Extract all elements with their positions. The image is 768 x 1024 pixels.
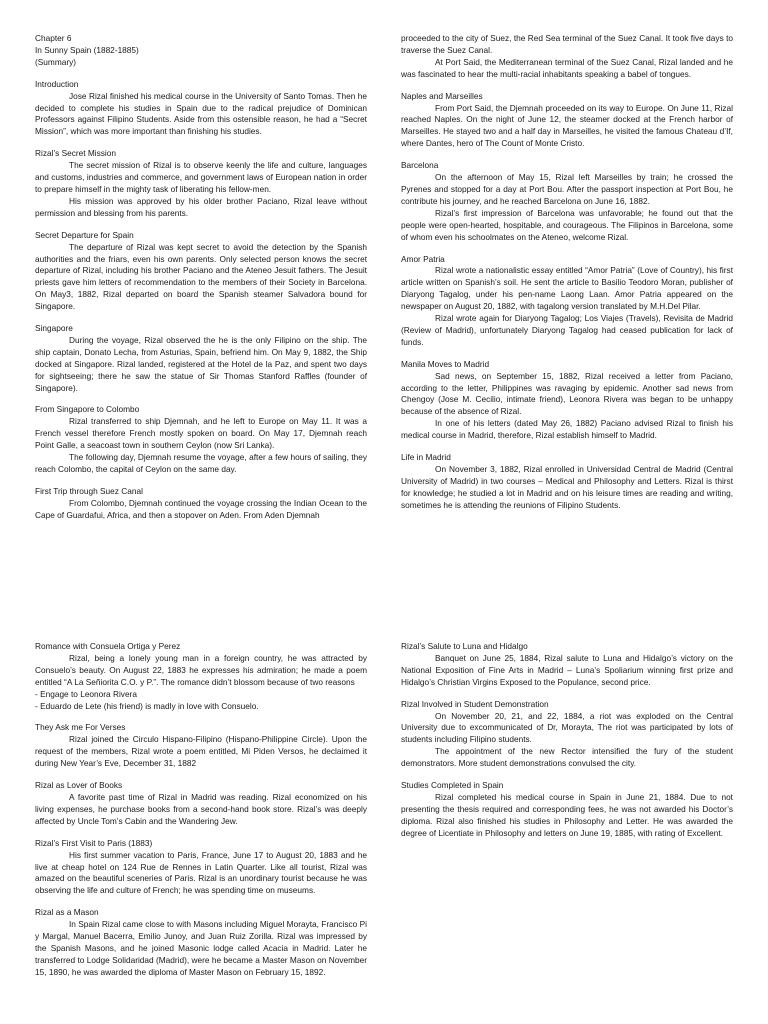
- paragraph: Banquet on June 25, 1884, Rizal salute to Luna and Hidalgo’s victory on the National Exposition of Fine Arts in Madrid – Luna’s Spoliarium winning first prize and Hidalgo’s Christian Virgins Exposed to the Populance, second price.: [401, 652, 733, 687]
- section: [401, 91, 733, 151]
- section-heading: Rizal as Lover of Books: [35, 780, 123, 791]
- paragraph: On November 20, 21, and 22, 1884, a riot was exploded on the Central University due to excommunicated of Dr, Morayta, The riot was participated by lots of students including Filipino students.: [401, 710, 733, 745]
- section-heading: Life in Madrid: [401, 452, 451, 463]
- paragraph: The appointment of the new Rector intensified the fury of the student demonstrators. More student demonstrations convulsed the city.: [401, 746, 733, 769]
- paragraph: In Spain Rizal came close to with Masons including Miguel Morayta, Francisco Pi y Margal, Manuel Bacerra, Emilio Junoy, and Juan Ruiz Zorilla. Rizal was impressed by the Spanish Masons, and he joined Masonic lodge called Acacia in Madrid. Later he transferred to Lodge Solidaridad (Madrid), were he became a Master Mason on November 15, 1890, he was awarded the diploma of Master Mason on February 15, 1892.: [35, 919, 367, 977]
- title-line: In Sunny Spain (1882-1885): [35, 44, 139, 55]
- paragraph: Rizal’s first impression of Barcelona was unfavorable; he found out that the people were open-hearted, hospitable, and courageous. The Filipinos in Barcelona, some of whom even his schoolmates on the Ateneo, welcome Rizal.: [401, 207, 733, 242]
- list-item: - Engage to Leonora Rivera: [35, 688, 137, 699]
- paragraph: Sad news, on September 15, 1882, Rizal received a letter from Paciano, according to the letter, Philippines was ravaging by epidemic. Another sad news from Chengoy (Jose M. Cecilio, intimate friend), Leonora Rivera was began to be unhappy because of the absence of Rizal.: [401, 370, 733, 417]
- page-1-left-column: [35, 33, 367, 532]
- paragraph: From Colombo, Djemnah continued the voyage crossing the Indian Ocean to the Cape of Guardafui, Africa, and then a stopover on Aden. From Aden Djemnah: [35, 497, 367, 520]
- page-2: [0, 632, 768, 1024]
- section: [35, 722, 367, 770]
- section: [401, 254, 733, 349]
- section-heading: Barcelona: [401, 160, 439, 171]
- section-heading: Rizal’s Salute to Luna and Hidalgo: [401, 641, 528, 651]
- title-line: (Summary): [35, 56, 77, 67]
- page-1-right-column: [401, 33, 733, 522]
- section: [35, 79, 367, 139]
- paragraph: The following day, Djemnah resume the voyage, after a few hours of sailing, they reach Colombo, the capital of Ceylon on the same day.: [35, 452, 367, 474]
- page-2-left-column: [35, 641, 367, 989]
- section: [35, 907, 367, 978]
- paragraph: Rizal joined the Circulo Hispano-Filipino (Hispano-Philippine Circle). Upon the request of the members, Rizal wrote a poem entitled, Mi Piden Versos, he declaimed it during New Year’s Eve, December 31, 1882: [35, 734, 367, 769]
- section: [401, 160, 733, 243]
- section-heading: Secret Departure for Spain: [35, 229, 134, 240]
- paragraph: Rizal, being a lonely young man in a foreign country, he was attracted by Consuelo’s beauty. On August 22, 1883 he expresses his admiration; he made a poem entitled “A La Señiorita C.O. y P.”. The romance didn’t blossom because of two reasons: [35, 652, 367, 687]
- section-heading: From Singapore to Colombo: [35, 404, 140, 415]
- paragraph: From Port Said, the Djemnah proceeded on its way to Europe. On June 11, Rizal reached Naples. On the night of June 12, the steamer docked at the French harbor of Marseilles. He stayed two and a half day in Marseilles, he visited the famous Chateau d’If, where Dantes, hero of The Count of Monte Cristo.: [401, 102, 733, 149]
- section: [401, 641, 733, 689]
- section-heading: Studies Completed in Spain: [401, 780, 504, 791]
- section: [35, 780, 367, 828]
- section: [401, 359, 733, 442]
- paragraph: A favorite past time of Rizal in Madrid was reading. Rizal economized on his living expenses, he purchase books from a second-hand book store. Rizal’s was deeply affected by Uncle Tom’s Cabin and the Wandering Jew.: [35, 791, 367, 826]
- title-line: Chapter 6: [35, 33, 72, 43]
- section: [401, 780, 733, 840]
- page-2-right-column: [401, 641, 733, 850]
- section-heading: Rizal’s First Visit to Paris (1883): [35, 837, 153, 848]
- paragraph: Rizal transferred to ship Djemnah, and he left to Europe on May 11. It was a French vessel therefore French mostly spoken on board. On May 17, Djemnah reach Point Galle, a seacoast town in southern Ceylon (now Sri Lanka).: [35, 416, 367, 451]
- section: [35, 33, 367, 69]
- section: [35, 486, 367, 522]
- section: [35, 323, 367, 394]
- paragraph: At Port Said, the Mediterranean terminal of the Suez Canal, Rizal landed and he was fascinated to hear the multi-racial inhabitants speaking a babel of tongues.: [401, 56, 733, 79]
- paragraph: The departure of Rizal was kept secret to avoid the detection by the Spanish authorities and the friars, even his own parents. Only selected person knows the secret departure of Rizal, including his brother Paciano and the Ateneo Jesuit fathers. The Jesuit priests gave him letters of recommendation to the members of their Society in Barcelona. On May3, 1882, Rizal departed on board the Spanish steamer Salvadora bound for Singapore.: [35, 241, 367, 312]
- section-heading: Singapore: [35, 323, 73, 334]
- paragraph: During the voyage, Rizal observed the he is the only Filipino on the ship. The ship captain, Donato Lecha, from Asturias, Spain, befriend him. On May 9, 1882, the Ship docked at Singapore. Rizal landed, registered at the Hotel de la Paz, and spent two days for sightseeing; there he saw the statue of Sir Thomas Stanford Raffles (founder of Singapore).: [35, 334, 367, 393]
- section-heading: Naples and Marseilles: [401, 90, 483, 101]
- section-heading: Rizal’s Secret Mission: [35, 148, 116, 159]
- section-heading: Introduction: [35, 78, 79, 89]
- section-heading: Manila Moves to Madrid: [401, 358, 490, 369]
- paragraph: On November 3, 1882, Rizal enrolled in Universidad Central de Madrid (Central University of Madrid) in two courses – Medical and Philosophy and Letters. Rizal is thirst for knowledge; he studied a lot in Madrid and on his leisure times are reading and writing, sometimes he is attending the reunions of Filipino Students.: [401, 464, 733, 510]
- section: [401, 699, 733, 770]
- paragraph: proceeded to the city of Suez, the Red Sea terminal of the Suez Canal. It took five days to traverse the Suez Canal.: [401, 33, 733, 55]
- paragraph: His mission was approved by his older brother Paciano, Rizal leave without permission and blessing from his parents.: [35, 195, 367, 218]
- section: [401, 33, 733, 81]
- paragraph: The secret mission of Rizal is to observe keenly the life and culture, languages and customs, industries and commerce, and government laws of European nation in order to prepare himself in the mighty task of liberating his fellow-men.: [35, 160, 367, 194]
- paragraph: His first summer vacation to Paris, France, June 17 to August 20, 1883 and he live at cheap hotel on 124 Rue de Rennes in Latin Quarter. Like all tourist, Rizal was amazed on the beautiful sceneries of Paris. Rizal is an unordinary tourist because he was observing the life and culture of French; he was spending time on museums.: [35, 849, 367, 896]
- page-gap: [0, 600, 768, 632]
- section: [35, 404, 367, 475]
- section: [35, 230, 367, 313]
- paragraph: In one of his letters (dated May 26, 1882) Paciano advised Rizal to finish his medical course in Madrid, therefore, Rizal establish himself to Madrid.: [401, 418, 733, 441]
- section: [35, 641, 367, 712]
- list-item: - Eduardo de Lete (his friend) is madly in love with Consuelo.: [35, 700, 259, 711]
- section: [401, 452, 733, 512]
- section-heading: First Trip through Suez Canal: [35, 485, 143, 496]
- section-heading: Rizal Involved in Student Demonstration: [401, 698, 549, 709]
- section: [35, 148, 367, 219]
- section-heading: Romance with Consuela Ortiga y Perez: [35, 641, 181, 651]
- section-heading: Rizal as a Mason: [35, 907, 99, 918]
- paragraph: Rizal wrote again for Diaryong Tagalog; Los Viajes (Travels), Revisita de Madrid (Review of Madrid), unfortunately Diaryong Tagalog had ceased publication for lack of funds.: [401, 313, 733, 347]
- section: [35, 838, 367, 898]
- paragraph: On the afternoon of May 15, Rizal left Marseilles by train; he crossed the Pyrenes and stopped for a day at Port Bou. After the passport inspection at Port Bou, he contribute his journey, and he reached Barcelona on June 16, 1882.: [401, 172, 733, 206]
- paragraph: Rizal wrote a nationalistic essay entitled “Amor Patria” (Love of Country), his first article written on Spanish’s soil. He sent the article to Basilio Teodoro Moran, publisher of Diaryong Tagalog, under his pen-name Laong Laan. Amor Patria appeared on the newspaper on August 20, 1882, with tagalong version translated by M.H.Del Pilar.: [401, 265, 733, 312]
- section-heading: They Ask me For Verses: [35, 722, 126, 733]
- paragraph: Rizal completed his medical course in Spain in June 21, 1884. Due to not presenting the thesis required and corresponding fees, he was not awarded his Doctor’s diploma. Rizal also finished his studies in Philosophy and Letter. He was awarded the degree of Licentiate in Philosophy and letters on June 19, 1885, with rating of Excellent.: [401, 791, 733, 838]
- section-heading: Amor Patria: [401, 253, 445, 264]
- paragraph: Jose Rizal finished his medical course in the University of Santo Tomas. Then he decided to complete his studies in Spain due to the radical prejudice of Dominican Professors against Filipino Students. Aside from this ostensible reason, he had a “Secret Mission”, which was more important than finishing his studies.: [35, 90, 367, 137]
